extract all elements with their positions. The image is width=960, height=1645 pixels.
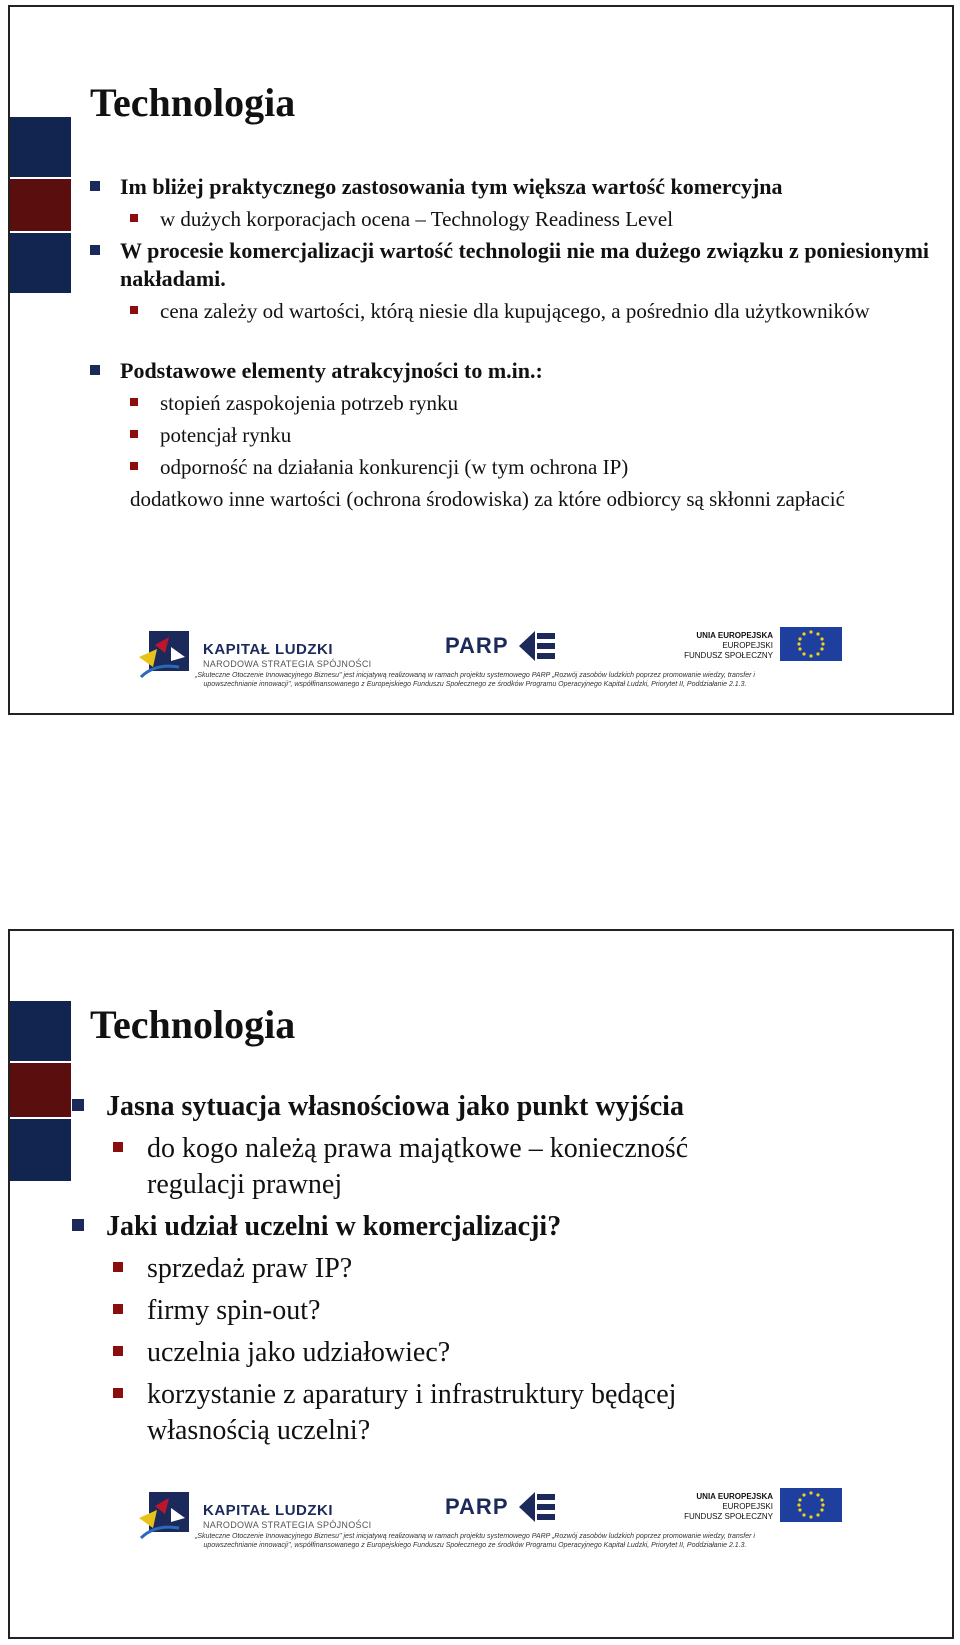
sub-bullet-item: [113, 1131, 793, 1203]
bullet-text: potencjał rynku: [160, 423, 292, 447]
bullet-text: cena zależy od wartości, którą niesie dla kupującego, a pośrednio dla użytkowników: [160, 299, 870, 323]
bullet-square-icon: [90, 181, 100, 191]
sub-bullet-item: [130, 389, 940, 417]
bullet-square-icon: [130, 306, 138, 314]
ue-line: UNIA EUROPEJSKA: [696, 1492, 773, 1501]
eu-flag-icon: [780, 1488, 842, 1522]
bullet-square-icon: [90, 365, 100, 375]
bullet-text: korzystanie z aparatury i infrastruktury będącej własnością uczelni?: [147, 1379, 677, 1446]
slide-1: [8, 5, 954, 715]
kapital-ludzki-text: KAPITAŁ LUDZKI: [203, 641, 334, 658]
footer-logos: [135, 1488, 835, 1573]
sub-bullet-item: [113, 1293, 913, 1329]
ue-line: UNIA EUROPEJSKA: [696, 631, 773, 640]
sub-bullet-item: [130, 205, 940, 233]
decor-navy-block: [10, 117, 71, 177]
bullet-text: stopień zaspokojenia potrzeb rynku: [160, 391, 458, 415]
plain-text-item: [130, 485, 930, 513]
bullet-text: uczelnia jako udziałowiec?: [147, 1337, 451, 1368]
bullet-item: [90, 237, 940, 293]
sub-bullet-item: [130, 297, 940, 325]
bullet-square-icon: [113, 1142, 123, 1152]
bullet-text: firmy spin-out?: [147, 1295, 321, 1326]
sub-bullet-item: [130, 421, 940, 449]
bullet-square-icon: [113, 1304, 123, 1314]
kapital-ludzki-text: KAPITAŁ LUDZKI: [203, 1502, 334, 1519]
bullet-square-icon: [113, 1388, 123, 1398]
footer-fine-print: „Skuteczne Otoczenie Innowacyjnego Biznesu" jest inicjatywą realizowaną w ramach projektu systemowego PARP „Rozwój zasobów ludzkich poprzez promowanie wiedzy, transfer i upowszechnianie innowacji", współfinansowanego z Europejskiego Funduszu Społecznego ze środków Programu Operacyjnego Kapitał Ludzki, Priorytet II, Poddziałanie 2.1.3.: [195, 1533, 755, 1549]
bullet-square-icon: [130, 430, 138, 438]
bullet-square-icon: [130, 214, 138, 222]
decor-navy-block: [10, 1119, 71, 1181]
bullet-item: [90, 357, 940, 385]
decor-maroon-block: [10, 179, 71, 231]
kapital-ludzki-subtext: NARODOWA STRATEGIA SPÓJNOŚCI: [203, 659, 372, 669]
parp-text: PARP: [445, 1494, 509, 1519]
bullet-item: [72, 1089, 932, 1125]
bullet-square-icon: [72, 1099, 84, 1111]
bullet-text: Jaki udział uczelni w komercjalizacji?: [106, 1211, 562, 1242]
ue-line: EUROPEJSKI: [722, 1502, 773, 1511]
sub-bullet-item: [113, 1251, 913, 1287]
bullet-square-icon: [130, 462, 138, 470]
slide-2: [8, 929, 954, 1639]
decor-maroon-block: [10, 1063, 71, 1117]
bullet-text: Im bliżej praktycznego zastosowania tym większa wartość komercyjna: [120, 174, 783, 199]
bullet-text: Jasna sytuacja własnościowa jako punkt wyjścia: [106, 1091, 684, 1122]
bullet-square-icon: [113, 1262, 123, 1272]
bullet-text: w dużych korporacjach ocena – Technology Readiness Level: [160, 207, 674, 231]
parp-text: PARP: [445, 633, 509, 658]
kapital-ludzki-subtext: NARODOWA STRATEGIA SPÓJNOŚCI: [203, 1520, 372, 1530]
slide-title: Technologia: [90, 1002, 296, 1047]
footer-logos: [135, 627, 835, 712]
bullet-square-icon: [72, 1219, 84, 1231]
ue-line: EUROPEJSKI: [722, 641, 773, 650]
decor-navy-block: [10, 1001, 71, 1061]
bullet-text: Podstawowe elementy atrakcyjności to m.in.:: [120, 358, 543, 383]
bullet-text: W procesie komercjalizacji wartość technologii nie ma dużego związku z poniesionymi nakładami.: [120, 238, 930, 291]
bullet-item: [90, 173, 940, 201]
bullet-text: dodatkowo inne wartości (ochrona środowiska) za które odbiorcy są skłonni zapłacić: [130, 487, 845, 511]
parp-logo-icon: [517, 629, 557, 663]
ue-label: [655, 631, 773, 661]
bullet-text: do kogo należą prawa majątkowe – konieczność regulacji prawnej: [147, 1133, 689, 1200]
slide-title: Technologia: [90, 80, 296, 125]
ue-line: FUNDUSZ SPOŁECZNY: [684, 651, 773, 660]
bullet-square-icon: [130, 398, 138, 406]
decor-navy-block: [10, 233, 71, 293]
parp-logo-icon: [517, 1490, 557, 1524]
bullet-item: [72, 1209, 932, 1245]
bullet-square-icon: [90, 245, 100, 255]
bullet-text: sprzedaż praw IP?: [147, 1253, 353, 1284]
footer-fine-print: „Skuteczne Otoczenie Innowacyjnego Biznesu" jest inicjatywą realizowaną w ramach projektu systemowego PARP „Rozwój zasobów ludzkich poprzez promowanie wiedzy, transfer i upowszechnianie innowacji", współfinansowanego z Europejskiego Funduszu Społecznego ze środków Programu Operacyjnego Kapitał Ludzki, Priorytet II, Poddziałanie 2.1.3.: [195, 672, 755, 688]
bullet-text: odporność na działania konkurencji (w tym ochrona IP): [160, 455, 629, 479]
ue-line: FUNDUSZ SPOŁECZNY: [684, 1512, 773, 1521]
sub-bullet-item: [113, 1377, 773, 1449]
ue-label: [655, 1492, 773, 1522]
sub-bullet-item: [113, 1335, 913, 1371]
bullet-square-icon: [113, 1346, 123, 1356]
eu-flag-icon: [780, 627, 842, 661]
sub-bullet-item: [130, 453, 940, 481]
